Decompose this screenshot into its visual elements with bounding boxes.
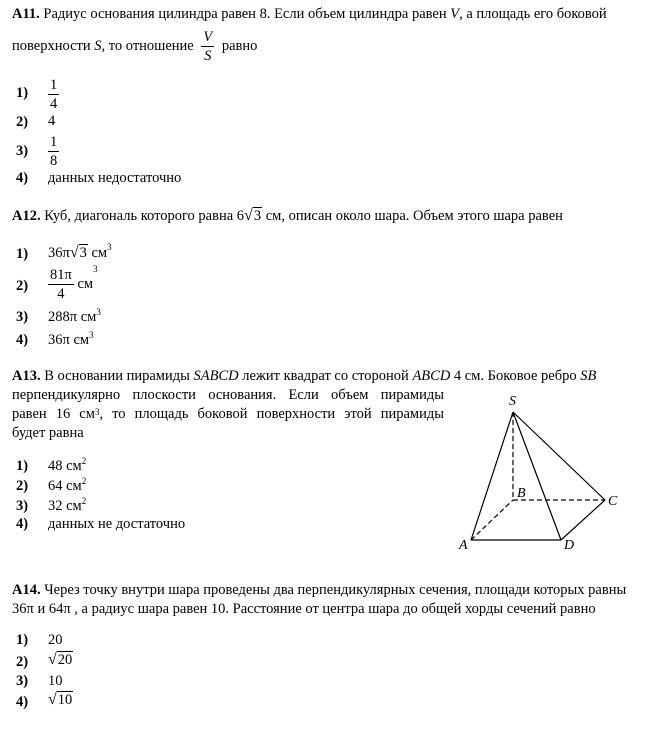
edge-SD xyxy=(513,412,561,540)
option-a13-2[interactable]: 64 $см^2$ xyxy=(48,476,87,494)
fraction: $\frac{1}{8}$ xyxy=(50,134,58,169)
option-a12-2[interactable]: $\frac{81\pi}{4}$ $см^3$ xyxy=(50,264,98,302)
question-a11-text: А11. Радиус основания цилиндра равен 8. Если объем цилиндра равен V, а площадь его боковой xyxy=(12,6,607,22)
option-a12-3[interactable]: 288π $см^3$ xyxy=(48,307,101,325)
vertex-label-b: B xyxy=(517,486,526,501)
option-a11-2[interactable]: 4 xyxy=(48,113,56,129)
edge-AB xyxy=(471,500,513,540)
question-a14-text-line1: А14. Через точку внутри шара проведены два перпендикулярных сечения, площади которых равны xyxy=(12,582,627,598)
option-a13-4[interactable]: данных не достаточно xyxy=(48,516,186,532)
sqrt: √3 xyxy=(69,244,87,261)
edge-DC xyxy=(561,500,605,540)
fraction: $\frac{81\pi}{4}$ xyxy=(50,267,72,302)
fraction: $\frac{1}{4}$ xyxy=(50,77,58,112)
question-number: А13. xyxy=(12,368,41,384)
vertex-label-s: S xyxy=(509,394,516,409)
option-a11-4[interactable]: данных недостаточно xyxy=(48,170,182,186)
option-a11-3[interactable] xyxy=(48,133,59,170)
option-a14-1[interactable]: 20 xyxy=(48,632,63,648)
sqrt: √10 xyxy=(48,691,73,708)
option-a13-1[interactable]: 48 $см^2$ xyxy=(48,456,87,474)
edge-SC xyxy=(513,412,605,500)
sqrt: √20 xyxy=(48,651,73,668)
option-a14-4[interactable] xyxy=(48,691,73,709)
vertex-label-a: A xyxy=(459,538,468,553)
fraction: $\frac{V}{S}$ xyxy=(203,29,213,64)
question-a12-text: А12. Куб, диагональ которого равна 6√3 см, описан около шара. Объем этого шара равен xyxy=(12,207,563,224)
vertex-label-c: C xyxy=(608,494,618,509)
question-a13-text-line1: А13. В основании пирамиды SABCD лежит квадрат со стороной ABCD 4 см. Боковое ребро SB xyxy=(12,368,597,384)
option-a14-2[interactable] xyxy=(48,651,73,669)
question-number: А12. xyxy=(12,208,41,224)
option-a13-3[interactable]: 32 $см^2$ xyxy=(48,496,87,514)
edge-SA xyxy=(471,412,513,540)
option-a11-1[interactable] xyxy=(48,76,59,113)
question-a11-text-line2: поверхности S, то отношение $\frac{V}{S}$ равно xyxy=(12,29,258,64)
vertex-label-d: D xyxy=(564,538,575,553)
option-a14-3[interactable]: 10 xyxy=(48,673,63,689)
question-a13-text-line2: перпендикулярно плоскости основания. Если объем пирамиды xyxy=(12,387,444,403)
option-a12-1[interactable]: 36π√3 $см^3$ xyxy=(48,242,112,261)
question-a13-text-line3: равен 16 $см^3$, то площадь боковой поверхности этой пирамиды xyxy=(12,406,444,422)
question-a13-text-line4: будет равна xyxy=(12,425,84,441)
question-a14-text-line2: 36π и 64π , а радиус шара равен 10. Расстояние от центра шара до общей хорды сечений равно xyxy=(12,601,596,617)
question-number: А11. xyxy=(12,6,40,22)
question-number: А14. xyxy=(12,582,41,598)
sqrt: √3 xyxy=(244,207,262,224)
option-a12-4[interactable]: 36π $см^3$ xyxy=(48,330,94,348)
